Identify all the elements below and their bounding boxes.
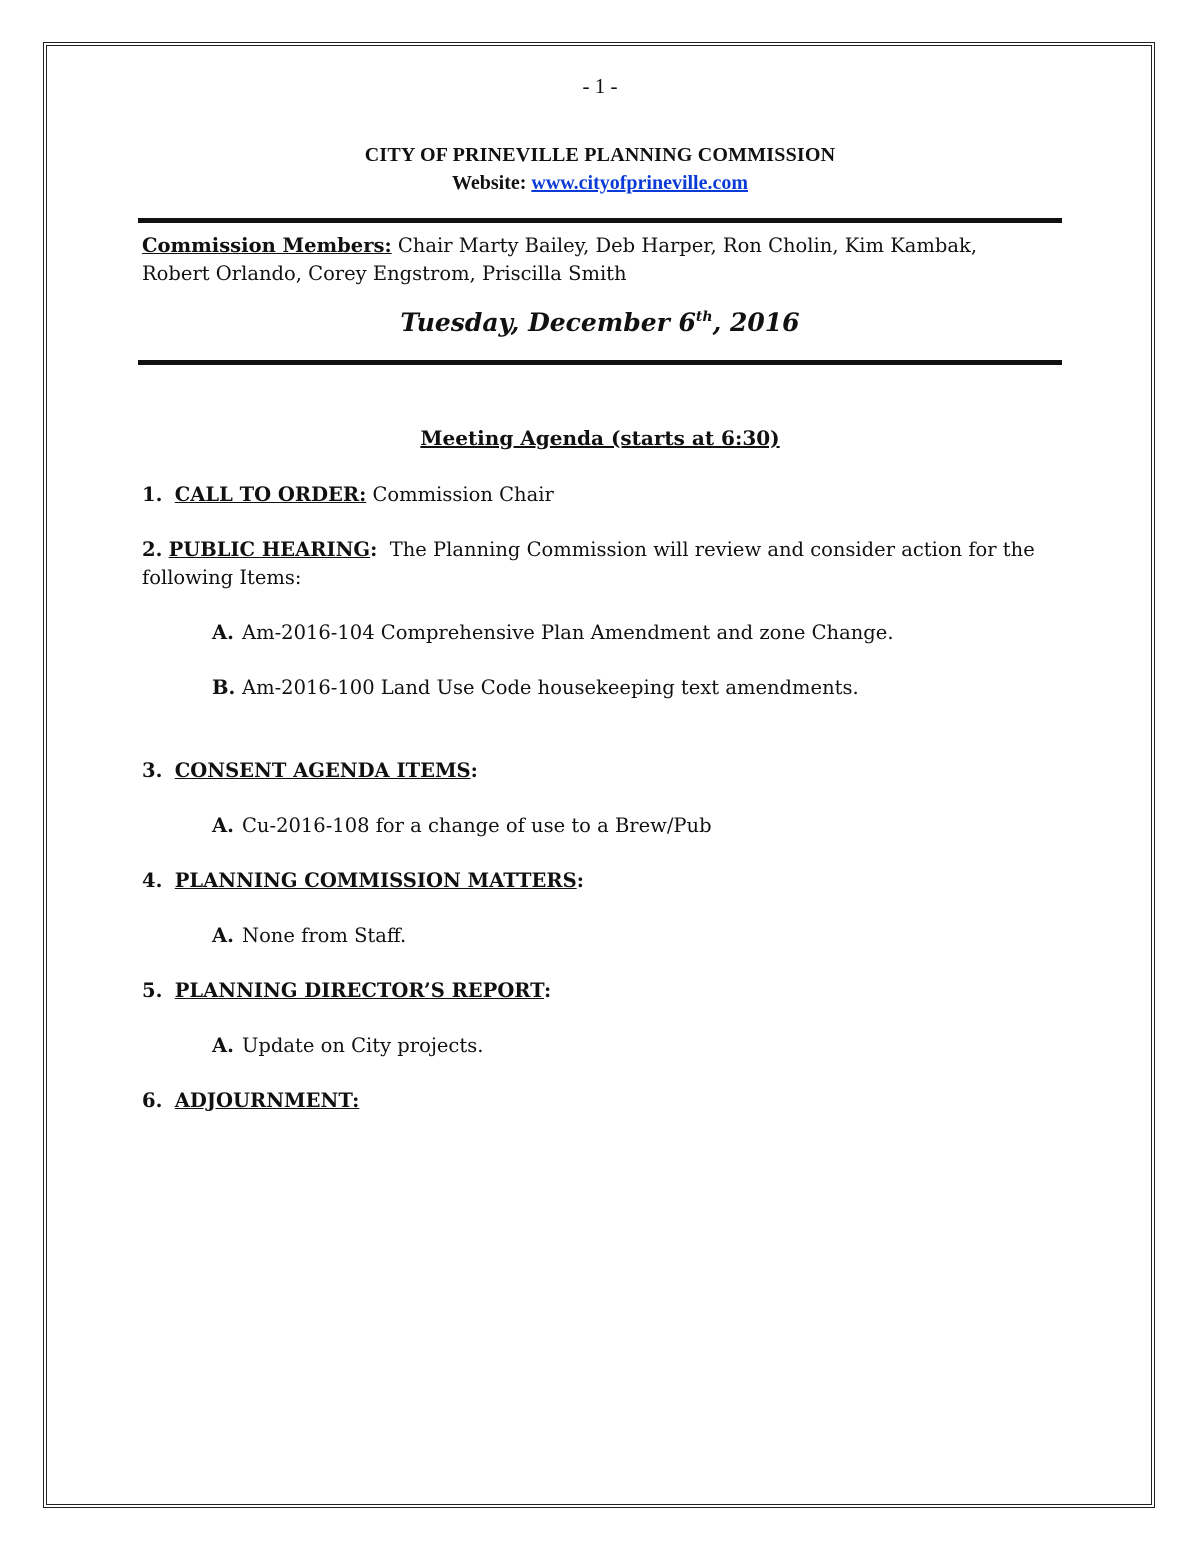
subitem-letter: B. — [212, 676, 236, 699]
agenda-item-commission-matters — [142, 867, 1042, 895]
subitem-letter: A. — [212, 621, 234, 644]
agenda-item-director-report — [142, 977, 1042, 1005]
agenda-title: Meeting Agenda (starts at 6:30) — [420, 426, 780, 450]
subitem-text: Am-2016-104 Comprehensive Plan Amendment and zone Change. — [242, 621, 894, 644]
item-colon: : — [576, 869, 584, 892]
subitem-text: Update on City projects. — [242, 1034, 484, 1057]
agenda-subitem — [212, 812, 1042, 840]
subitem-letter: A. — [212, 814, 234, 837]
website-label: Website: — [451, 172, 527, 194]
agenda-subitem — [212, 674, 1042, 702]
item-heading: ADJOURNMENT: — [174, 1089, 360, 1112]
item-text: Commission Chair — [372, 483, 554, 506]
item-heading: CALL TO ORDER: — [174, 483, 367, 506]
agenda-subitem — [212, 922, 1042, 950]
item-heading: PLANNING DIRECTOR’S REPORT — [174, 979, 544, 1002]
top-divider — [138, 218, 1062, 223]
subitem-letter: A. — [212, 924, 234, 947]
date-prefix: Tuesday, December 6 — [400, 308, 696, 337]
organization-title: CITY OF PRINEVILLE PLANNING COMMISSION — [364, 144, 836, 166]
website-line — [0, 172, 1200, 195]
date-year: , 2016 — [712, 308, 800, 337]
members-names: Chair Marty Bailey, Deb Harper, Ron Cholin, Kim Kambak, Robert Orlando, Corey Engstrom, Priscilla Smith — [142, 234, 978, 285]
agenda-subitem — [212, 619, 1042, 647]
agenda-item-consent-agenda — [142, 757, 1042, 785]
commission-members — [142, 232, 1042, 288]
item-number: 1. — [142, 483, 163, 506]
agenda-item-adjournment — [142, 1087, 1042, 1115]
agenda-item-call-to-order — [142, 481, 1042, 509]
subitem-text: None from Staff. — [242, 924, 407, 947]
agenda-item-public-hearing — [142, 536, 1042, 592]
website-link[interactable]: www.cityofprineville.com — [531, 172, 749, 194]
item-heading: PLANNING COMMISSION MATTERS — [174, 869, 577, 892]
item-colon: : — [370, 538, 378, 561]
item-number: 5. — [142, 979, 163, 1002]
item-colon: : — [544, 979, 552, 1002]
agenda-subitem — [212, 1032, 1042, 1060]
date-ordinal: th — [695, 309, 713, 325]
item-heading: CONSENT AGENDA ITEMS — [174, 759, 471, 782]
item-heading: PUBLIC HEARING — [168, 538, 371, 561]
item-number: 6. — [142, 1089, 163, 1112]
bottom-divider — [138, 360, 1062, 365]
item-text: The Planning Commission will review and consider action for the following Items: — [142, 538, 1035, 589]
item-number: 3. — [142, 759, 163, 782]
item-number: 4. — [142, 869, 163, 892]
item-number: 2. — [142, 538, 163, 561]
members-label: Commission Members: — [142, 234, 392, 257]
subitem-letter: A. — [212, 1034, 234, 1057]
meeting-date — [0, 308, 1200, 337]
subitem-text: Cu-2016-108 for a change of use to a Brew/Pub — [242, 814, 712, 837]
page-number: - 1 - — [582, 74, 618, 98]
item-colon: : — [470, 759, 478, 782]
subitem-text: Am-2016-100 Land Use Code housekeeping text amendments. — [242, 676, 859, 699]
